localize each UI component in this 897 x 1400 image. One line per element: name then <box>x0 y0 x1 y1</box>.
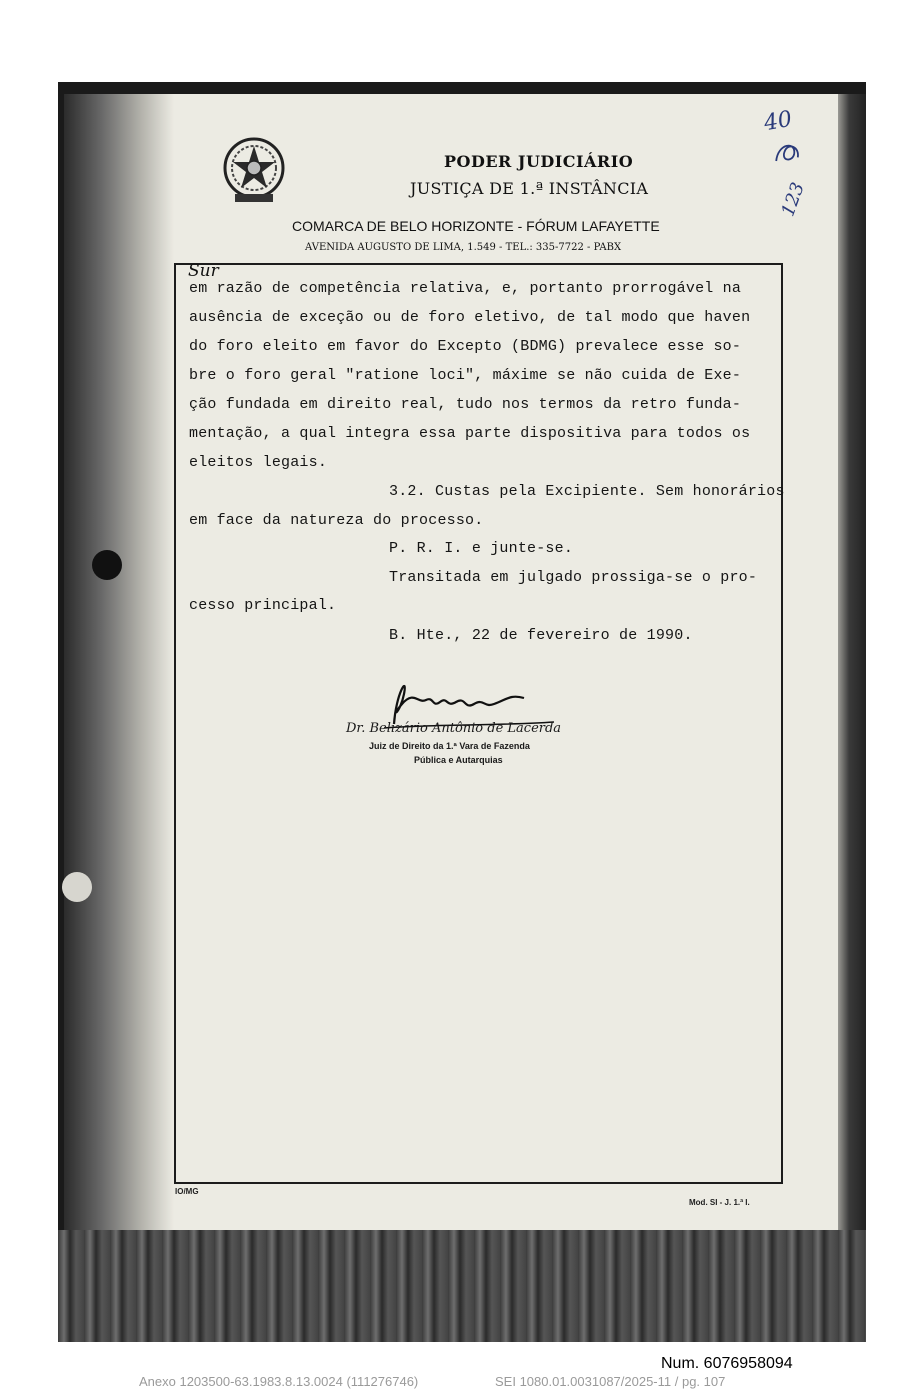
body-line: cesso principal. <box>189 597 337 614</box>
body-line: 3.2. Custas pela Excipiente. Sem honorários <box>389 483 785 500</box>
body-line: em face da natureza do processo. <box>189 512 484 529</box>
paper-sheet <box>64 94 856 1244</box>
sei-reference: SEI 1080.01.0031087/2025-11 / pg. 107 <box>495 1374 726 1389</box>
margin-note-top-right: 40 <box>762 106 794 137</box>
punch-hole <box>92 550 122 580</box>
annex-reference: Anexo 1203500-63.1983.8.13.0024 (111276746) <box>139 1374 419 1389</box>
body-line: bre o foro geral "ratione loci", máxime se não cuida de Exe- <box>189 367 742 384</box>
body-line: Transitada em julgado prossiga-se o pro- <box>389 569 758 586</box>
margin-note-left: Sur <box>188 261 219 281</box>
body-line: do foro eleito em favor do Excepto (BDMG) prevalece esse so- <box>189 338 742 355</box>
body-line: B. Hte., 22 de fevereiro de 1990. <box>389 627 693 644</box>
margin-note-folio: 123 <box>777 179 809 220</box>
body-line: eleitos legais. <box>189 454 328 471</box>
address-line: AVENIDA AUGUSTO DE LIMA, 1.549 - TEL.: 335-7722 - PABX <box>305 242 622 253</box>
body-line: P. R. I. e junte-se. <box>389 540 574 557</box>
scan-left-shadow <box>64 94 174 1244</box>
body-line: em razão de competência relativa, e, portanto prorrogável na <box>189 280 742 297</box>
scan-bottom-band <box>58 1230 866 1342</box>
body-line: ausência de exceção ou de foro eletivo, de tal modo que haven <box>189 309 751 326</box>
signatory-role: Juiz de Direito da 1.ª Vara de Fazenda <box>369 741 530 751</box>
body-line: ção fundada em direito real, tudo nos termos da retro funda- <box>189 396 742 413</box>
court-title: PODER JUDICIÁRIO <box>444 152 634 171</box>
scan-right-edge <box>838 94 866 1244</box>
body-line: mentação, a qual integra essa parte dispositiva para todos os <box>189 425 751 442</box>
initials-scribble-icon <box>769 134 805 170</box>
court-subtitle: JUSTIÇA DE 1.ª INSTÂNCIA <box>410 179 649 198</box>
punch-hole <box>62 872 92 902</box>
signatory-role-continued: Pública e Autarquias <box>414 755 503 765</box>
document-number: Num. 6076958094 <box>661 1355 793 1372</box>
form-code-right: Mod. SI - J. 1.ª I. <box>689 1198 750 1207</box>
form-code-left: IO/MG <box>175 1187 199 1196</box>
signatory-name: Dr. Belizário Antônio de Lacerda <box>346 721 562 736</box>
coat-of-arms-icon <box>221 134 287 206</box>
comarca-line: COMARCA DE BELO HORIZONTE - FÓRUM LAFAYETTE <box>292 218 660 234</box>
scanned-page <box>58 82 866 1342</box>
